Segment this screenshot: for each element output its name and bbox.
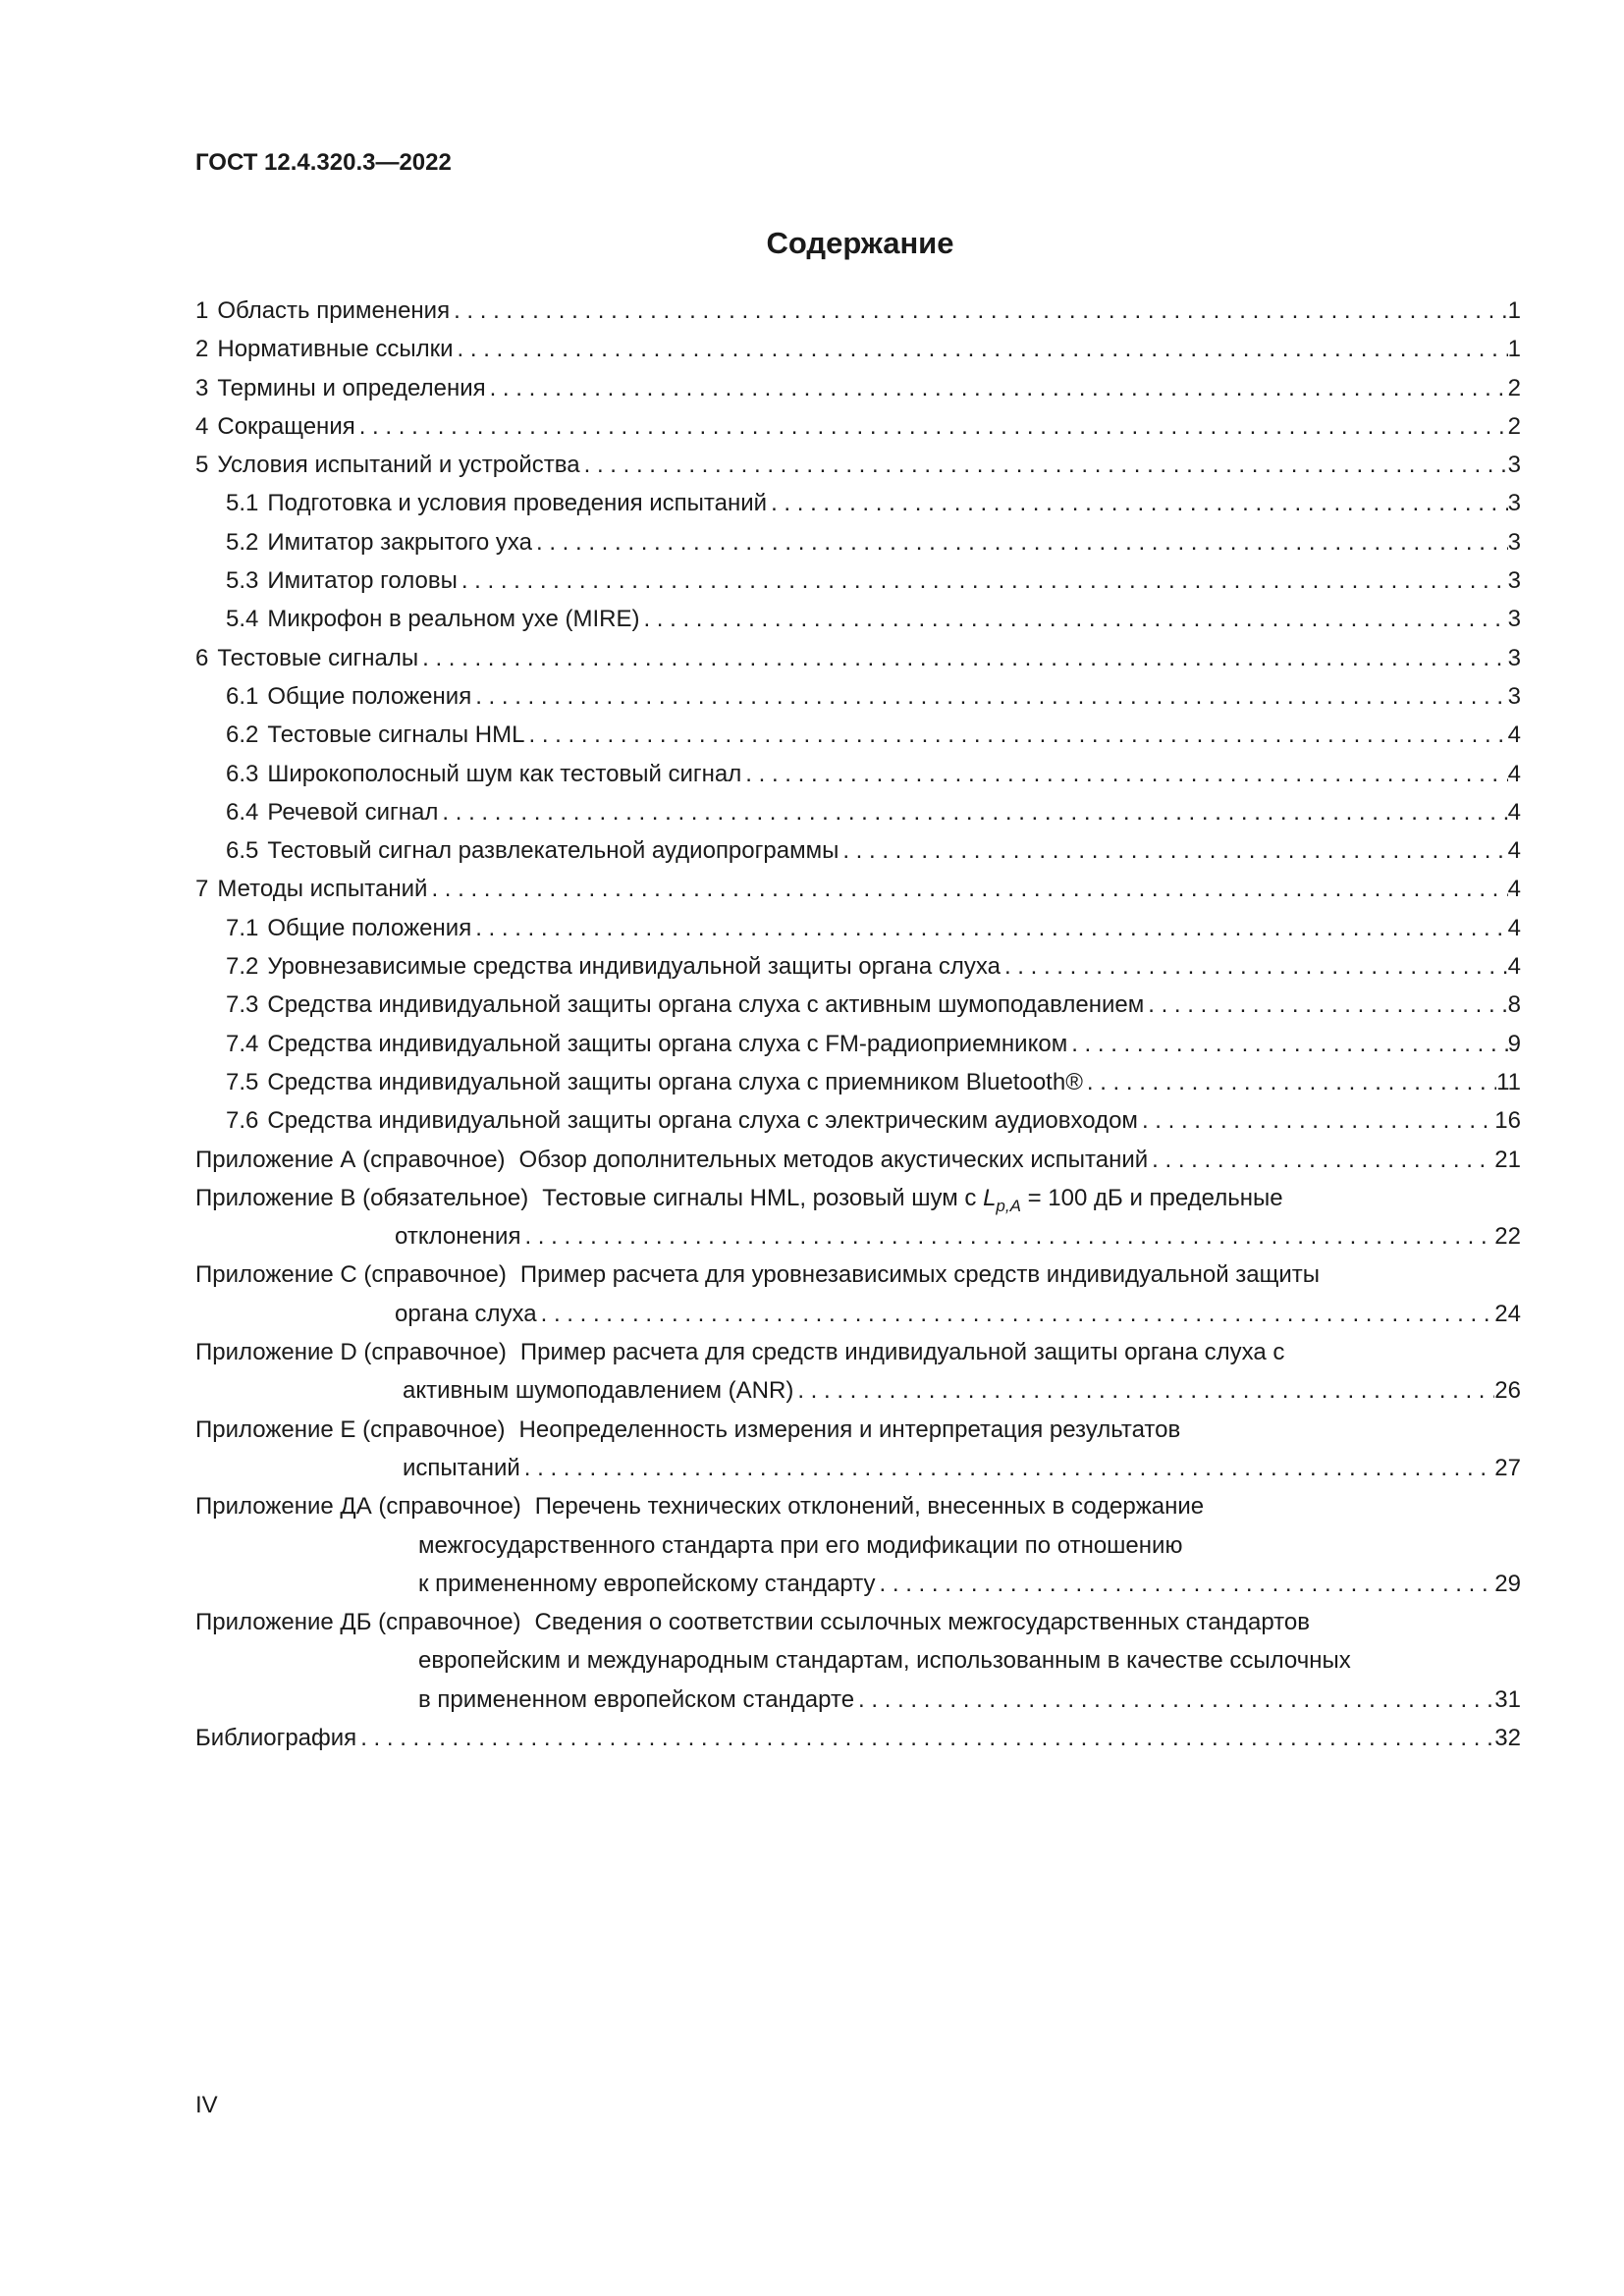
toc-entry-6-3[interactable] (195, 755, 1521, 793)
toc-entry-number: 7 (195, 876, 209, 903)
toc-entry-title: Микрофон в реальном ухе (MIRE) (267, 606, 640, 633)
toc-entry-annex-d[interactable] (195, 1333, 1521, 1371)
toc-page-number: 1 (1507, 297, 1521, 324)
toc-entry-title: Область применения (217, 297, 451, 324)
toc-entry-annex-d-cont[interactable] (195, 1371, 1521, 1410)
dot-leader (356, 1719, 1494, 1757)
dot-leader (537, 1295, 1495, 1333)
toc-entry-7-3[interactable] (195, 986, 1521, 1024)
toc-entry-number: 7.1 (226, 914, 259, 941)
toc-entry-title: Общие положения (267, 682, 472, 710)
toc-entry-title: Тестовые сигналы HML (267, 721, 525, 749)
toc-entry-number: 6.5 (226, 837, 259, 865)
annex-title: Пример расчета для средств индивидуальной защиты органа слуха с (519, 1339, 1285, 1366)
toc-entry-5[interactable] (195, 446, 1521, 484)
toc-entry-title: Средства индивидуальной защиты органа слуха с электрическим аудиовходом (267, 1107, 1138, 1135)
toc-entry-7[interactable] (195, 870, 1521, 908)
toc-entry-6-2[interactable] (195, 716, 1521, 754)
toc-entry-number: 3 (195, 374, 209, 401)
dot-leader (486, 369, 1508, 407)
annex-label: Приложение С (справочное) (195, 1261, 507, 1289)
toc-page-number: 3 (1507, 644, 1521, 671)
dot-leader (1083, 1063, 1496, 1101)
toc-entry-title: Уровнезависимые средства индивидуальной защиты органа слуха (267, 953, 1001, 981)
toc-page-number: 4 (1507, 760, 1521, 787)
toc-entry-annex-b[interactable] (195, 1179, 1521, 1217)
toc-page-number: 4 (1507, 953, 1521, 981)
toc-entry-title: Средства индивидуальной защиты органа слуха с приемником Bluetooth® (267, 1068, 1083, 1095)
toc-page-number: 4 (1507, 876, 1521, 903)
toc-entry-number: 2 (195, 336, 209, 363)
dot-leader (438, 793, 1507, 831)
toc-entry-number: 1 (195, 297, 209, 324)
annex-title-continuation: отклонения (395, 1223, 521, 1251)
toc-entry-title: Имитатор закрытого уха (267, 528, 532, 556)
toc-entry-number: 6.3 (226, 760, 259, 787)
toc-entry-title: Широкополосный шум как тестовый сигнал (267, 760, 742, 787)
annex-label: Приложение D (справочное) (195, 1339, 507, 1366)
toc-entry-number: 4 (195, 412, 209, 440)
toc-page-number: 3 (1507, 567, 1521, 595)
dot-leader (839, 831, 1507, 870)
toc-page-number: 11 (1496, 1068, 1521, 1095)
toc-page-number: 26 (1494, 1377, 1521, 1405)
toc-entry-title: Средства индивидуальной защиты органа слуха с активным шумоподавлением (267, 991, 1145, 1019)
dot-leader (524, 716, 1507, 754)
dot-leader (532, 523, 1508, 561)
annex-title: Обзор дополнительных методов акустических испытаний (518, 1146, 1149, 1173)
toc-entry-title: Тестовый сигнал развлекательной аудиопрограммы (267, 837, 839, 865)
toc-page-number: 24 (1494, 1300, 1521, 1327)
toc-entry-annex-b-cont[interactable] (195, 1217, 1521, 1255)
toc-entry-title: Термины и определения (217, 374, 486, 401)
toc-page-number: 3 (1507, 452, 1521, 479)
toc-entry-number: 7.3 (226, 991, 259, 1019)
dot-leader (876, 1565, 1495, 1603)
annex-title-part: Тестовые сигналы HML, розовый шум с (542, 1184, 977, 1211)
annex-title-continuation: органа слуха (395, 1300, 537, 1327)
toc-page-number: 2 (1507, 374, 1521, 401)
toc-page-number: 4 (1507, 837, 1521, 865)
annex-title-continuation: европейским и международным стандартам, использованным в качестве ссылочных (418, 1647, 1351, 1675)
toc-page-number: 8 (1507, 991, 1521, 1019)
toc-entry-title: Условия испытаний и устройства (217, 452, 580, 479)
toc-entry-6-5[interactable] (195, 831, 1521, 870)
toc-entry-title: Общие положения (267, 914, 472, 941)
dot-leader (741, 755, 1507, 793)
dot-leader (767, 484, 1508, 522)
annex-title: Неопределенность измерения и интерпретация результатов (518, 1415, 1181, 1443)
dot-leader (458, 561, 1508, 600)
dot-leader (1138, 1101, 1494, 1140)
toc-entry-annex-e-cont[interactable] (195, 1449, 1521, 1487)
toc-entry-1[interactable] (195, 292, 1521, 330)
dot-leader (355, 407, 1508, 446)
toc-page-number: 3 (1507, 682, 1521, 710)
toc-entry-7-1[interactable] (195, 909, 1521, 947)
dot-leader (639, 600, 1507, 638)
dot-leader (1001, 947, 1508, 986)
annex-title: Перечень технических отклонений, внесенных в содержание (534, 1493, 1205, 1521)
annex-title-part: = 100 дБ и предельные (1027, 1184, 1283, 1211)
dot-leader (520, 1217, 1494, 1255)
toc-entry-5-3[interactable] (195, 561, 1521, 600)
toc-entry-6-1[interactable] (195, 677, 1521, 716)
dot-leader (427, 870, 1507, 908)
dot-leader (450, 292, 1508, 330)
toc-entry-7-4[interactable] (195, 1025, 1521, 1063)
page-title: Содержание (766, 226, 954, 260)
dot-leader (1144, 986, 1507, 1024)
toc-entry-annex-db-cont-2[interactable] (195, 1681, 1521, 1719)
toc-entry-annex-c[interactable] (195, 1255, 1521, 1294)
annex-title-continuation: активным шумоподавлением (ANR) (403, 1377, 794, 1405)
toc-page-number: 9 (1507, 1030, 1521, 1057)
annex-label: Приложение E (справочное) (195, 1415, 506, 1443)
toc-entry-number: 6 (195, 644, 209, 671)
dot-leader (454, 330, 1508, 368)
toc-page-number: 4 (1507, 798, 1521, 826)
toc-entry-annex-db[interactable] (195, 1603, 1521, 1641)
dot-leader (1067, 1025, 1507, 1063)
toc-entry-annex-e[interactable] (195, 1411, 1521, 1449)
toc-entry-annex-da-cont[interactable] (195, 1526, 1521, 1565)
toc-entry-3[interactable] (195, 369, 1521, 407)
sound-pressure-level-symbol: $L_{p,A}$ (983, 1184, 1021, 1215)
toc-entry-number: 7.4 (226, 1030, 259, 1057)
toc-page-number: 16 (1494, 1107, 1521, 1135)
dot-leader (1148, 1141, 1494, 1179)
toc-page-number: 3 (1507, 528, 1521, 556)
annex-label: Приложение В (обязательное) (195, 1184, 529, 1211)
toc-entry-title: Методы испытаний (217, 876, 428, 903)
toc-entry-number: 6.1 (226, 682, 259, 710)
toc-entry-annex-da[interactable] (195, 1487, 1521, 1525)
toc-entry-number: 7.6 (226, 1107, 259, 1135)
toc-entry-number: 5 (195, 452, 209, 479)
annex-label: Приложение ДА (справочное) (195, 1493, 521, 1521)
toc-entry-title: Имитатор головы (267, 567, 458, 595)
dot-leader (854, 1681, 1494, 1719)
toc-entry-6[interactable] (195, 639, 1521, 677)
toc-page-number: 21 (1494, 1146, 1521, 1173)
toc-entry-title: Тестовые сигналы (217, 644, 419, 671)
annex-title-continuation: межгосударственного стандарта при его модификации по отношению (418, 1531, 1183, 1559)
toc-page-number: 1 (1507, 336, 1521, 363)
annex-title: Пример расчета для уровнезависимых средств индивидуальной защиты (519, 1261, 1321, 1289)
toc-entry-bibliography[interactable] (195, 1719, 1521, 1757)
toc-page-number: 2 (1507, 412, 1521, 440)
toc-entry-7-6[interactable] (195, 1101, 1521, 1140)
toc-entry-annex-c-cont[interactable] (195, 1295, 1521, 1333)
toc-entry-number: 7.5 (226, 1068, 259, 1095)
toc-entry-7-5[interactable] (195, 1063, 1521, 1101)
toc-entry-number: 6.2 (226, 721, 259, 749)
toc-page-number: 31 (1494, 1685, 1521, 1713)
toc-entry-title: Библиография (195, 1724, 357, 1751)
annex-label: Приложение А (справочное) (195, 1146, 506, 1173)
toc-entry-annex-db-cont[interactable] (195, 1641, 1521, 1680)
dot-leader (471, 677, 1507, 716)
toc-entry-title: Подготовка и условия проведения испытаний (267, 490, 768, 517)
toc-page-number: 3 (1507, 606, 1521, 633)
toc-entry-number: 7.2 (226, 953, 259, 981)
toc-entry-5-2[interactable] (195, 523, 1521, 561)
toc-entry-5-1[interactable] (195, 484, 1521, 522)
toc-page-number: 4 (1507, 721, 1521, 749)
annex-label: Приложение ДБ (справочное) (195, 1609, 521, 1636)
toc-entry-title: Нормативные ссылки (217, 336, 454, 363)
page-number-footer: IV (195, 2092, 218, 2118)
toc-entry-title: Средства индивидуальной защиты органа слуха с FM-радиоприемником (267, 1030, 1068, 1057)
toc-entry-number: 5.2 (226, 528, 259, 556)
toc-page-number: 29 (1494, 1570, 1521, 1597)
toc-entry-title: Сокращения (217, 412, 355, 440)
dot-leader (471, 909, 1507, 947)
dot-leader (418, 639, 1508, 677)
toc-entry-6-4[interactable] (195, 793, 1521, 831)
toc-page-number: 3 (1507, 490, 1521, 517)
toc-entry-title: Речевой сигнал (267, 798, 439, 826)
dot-leader (580, 446, 1508, 484)
toc-entry-4[interactable] (195, 407, 1521, 446)
toc-entry-7-2[interactable] (195, 947, 1521, 986)
toc-entry-number: 5.3 (226, 567, 259, 595)
toc-page-number: 22 (1494, 1223, 1521, 1251)
annex-title-continuation: к примененному европейскому стандарту (418, 1570, 876, 1597)
toc-entry-2[interactable] (195, 330, 1521, 368)
dot-leader (520, 1449, 1495, 1487)
dot-leader (793, 1371, 1494, 1410)
toc-entry-annex-a[interactable] (195, 1141, 1521, 1179)
toc-entry-number: 6.4 (226, 798, 259, 826)
toc-entry-number: 5.1 (226, 490, 259, 517)
toc-entry-number: 5.4 (226, 606, 259, 633)
document-header: ГОСТ 12.4.320.3—2022 (195, 149, 452, 176)
annex-title: Сведения о соответствии ссылочных межгосударственных стандартов (534, 1609, 1310, 1636)
toc-page-number: 32 (1494, 1724, 1521, 1751)
annex-title-continuation: испытаний (403, 1454, 520, 1481)
toc-entry-annex-da-cont-2[interactable] (195, 1565, 1521, 1603)
annex-title-continuation: в примененном европейском стандарте (418, 1685, 855, 1713)
toc-entry-5-4[interactable] (195, 600, 1521, 638)
toc-page-number: 27 (1494, 1454, 1521, 1481)
toc-page-number: 4 (1507, 914, 1521, 941)
table-of-contents (195, 292, 1521, 1757)
